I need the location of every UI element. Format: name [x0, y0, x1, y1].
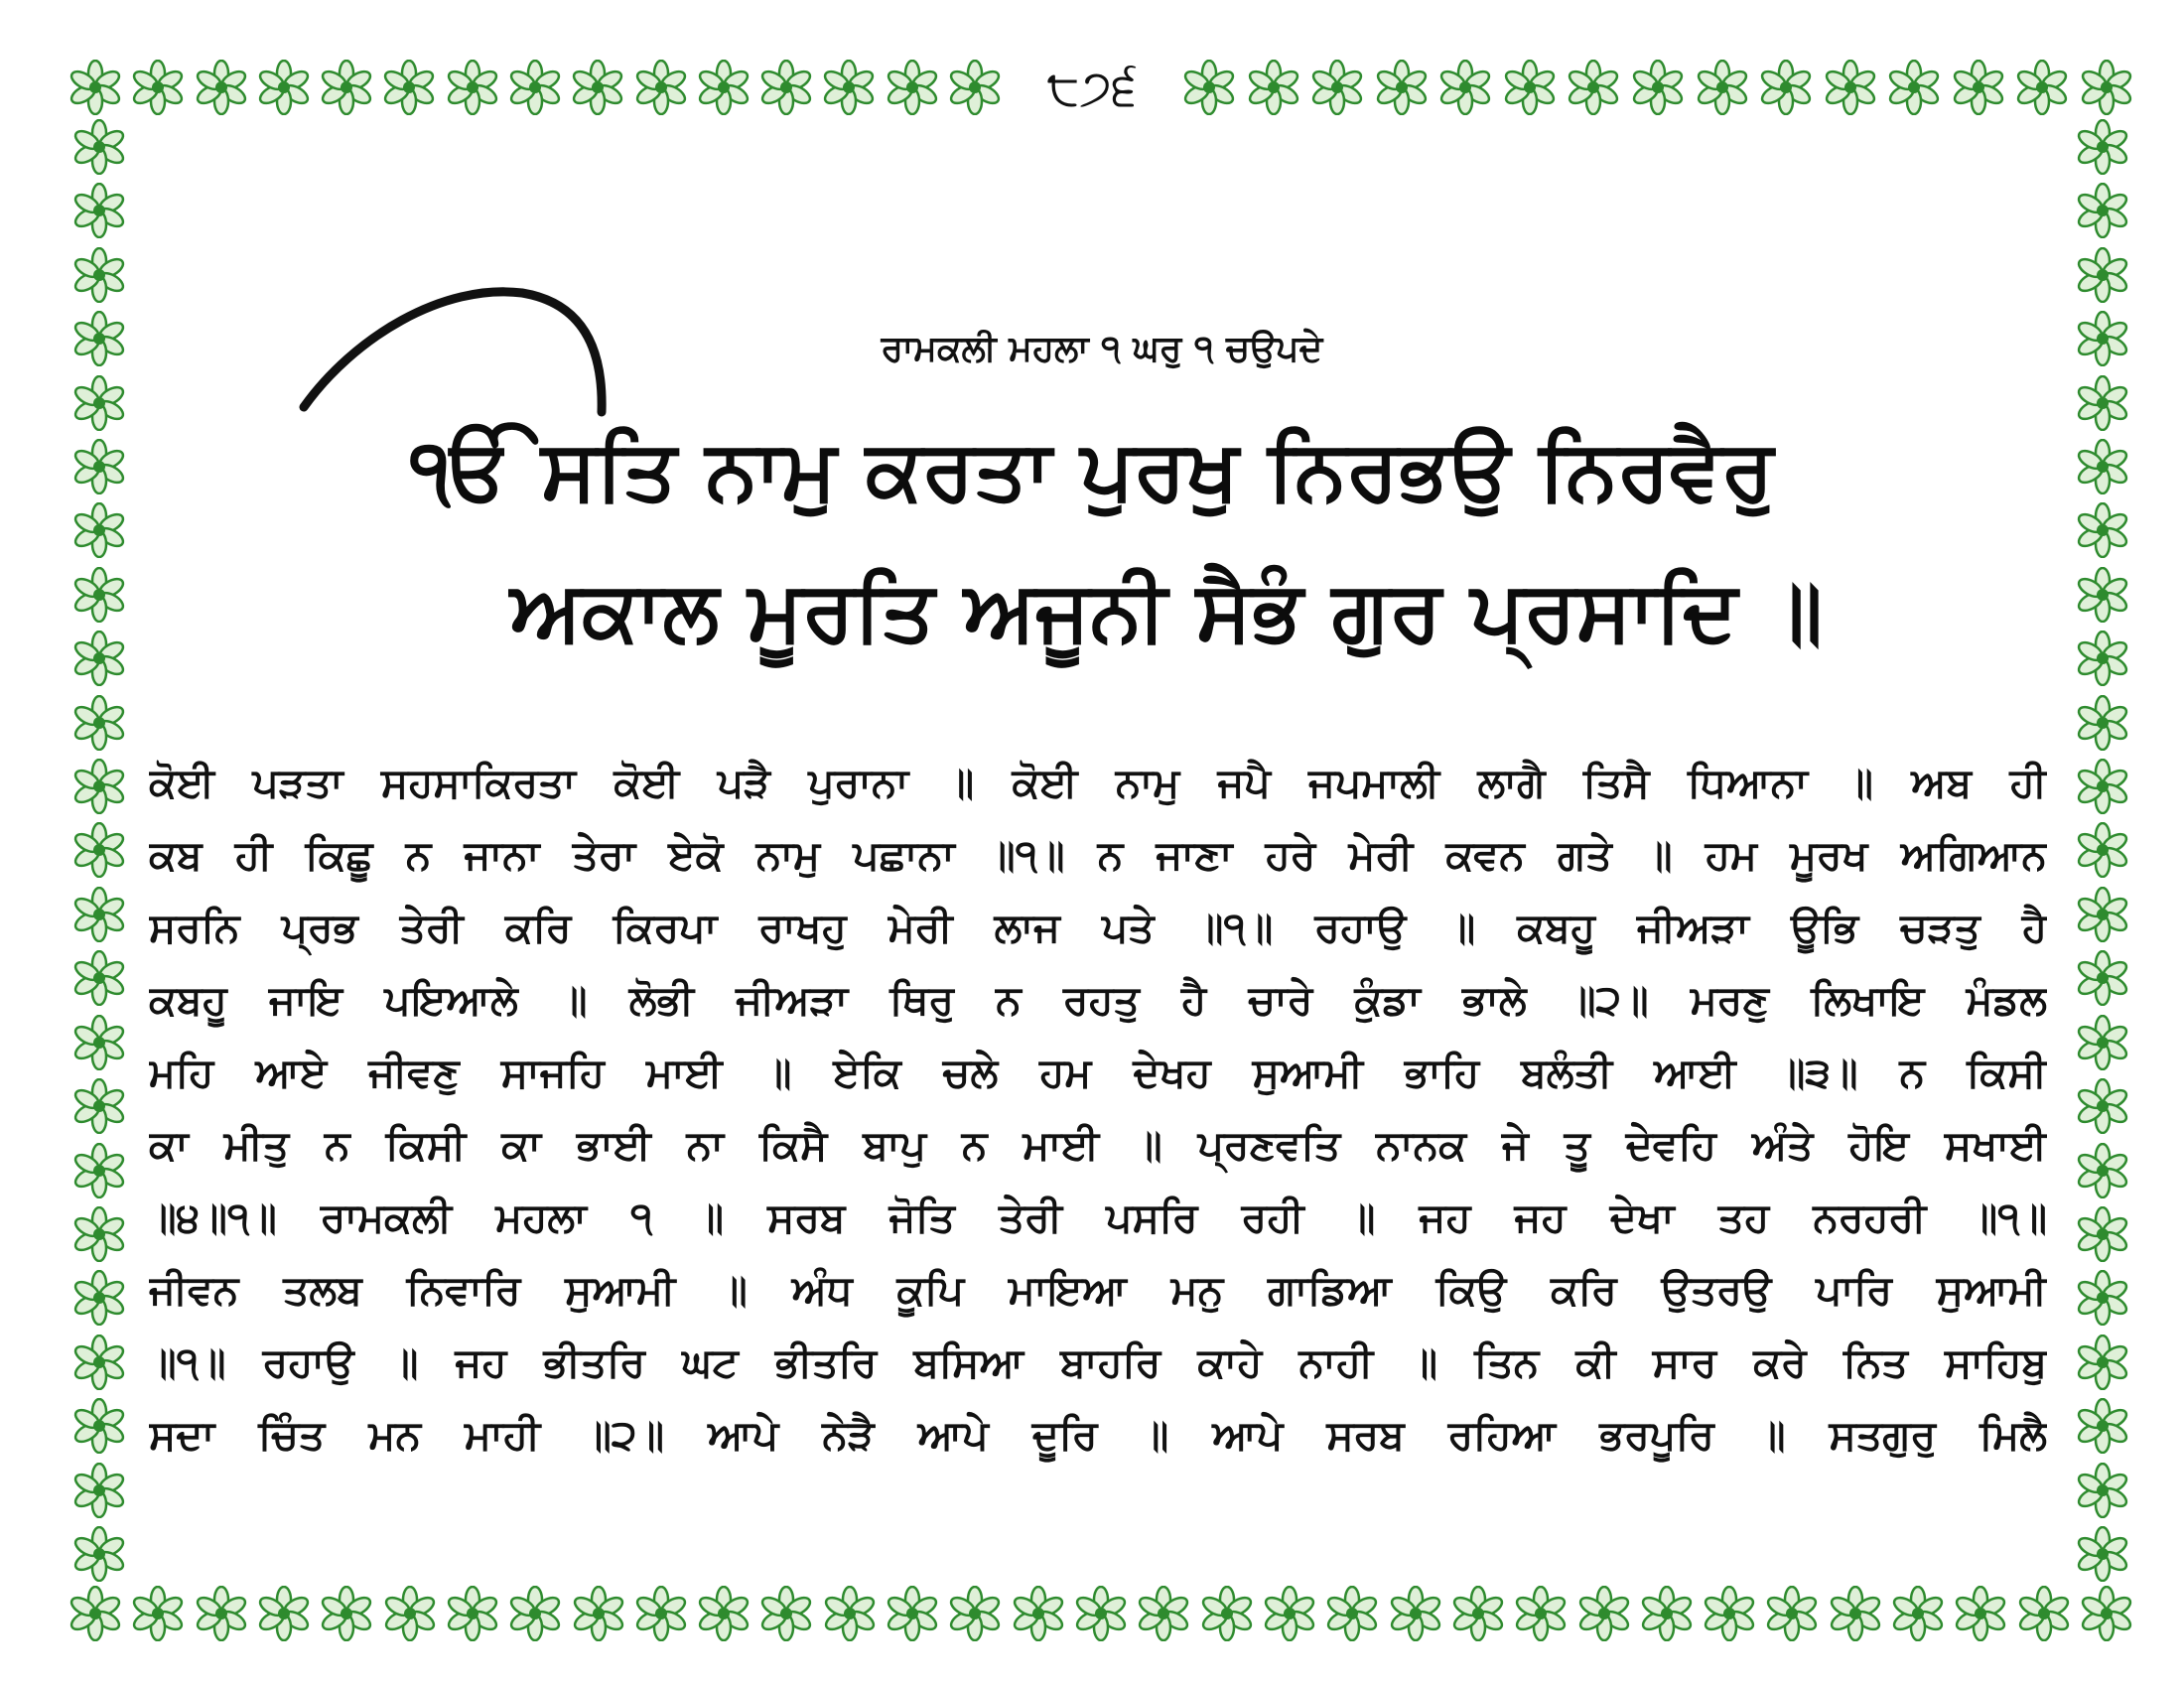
flower-icon: [71, 950, 127, 1006]
flower-icon: [1246, 60, 1301, 115]
flower-icon: [2075, 311, 2130, 366]
flower-icon: [2075, 1206, 2130, 1262]
flower-icon: [71, 1463, 127, 1518]
flower-icon: [2016, 1586, 2072, 1641]
flower-icon: [2075, 1463, 2130, 1518]
flower-icon: [256, 1586, 312, 1641]
flower-icon: [947, 60, 1003, 115]
flower-icon: [1639, 1586, 1695, 1641]
flower-icon: [1011, 1586, 1066, 1641]
flower-icon: [570, 60, 625, 115]
flower-icon: [71, 631, 127, 686]
flower-icon: [1262, 1586, 1317, 1641]
flower-icon: [71, 1270, 127, 1326]
flower-icon: [381, 60, 437, 115]
flower-icon: [1374, 60, 1430, 115]
flower-icon: [2075, 1143, 2130, 1198]
flower-icon: [2075, 1335, 2130, 1390]
flower-icon: [1437, 60, 1493, 115]
flower-icon: [1502, 60, 1558, 115]
flower-icon: [571, 1586, 626, 1641]
flower-icon: [2075, 439, 2130, 494]
flower-icon: [947, 1586, 1003, 1641]
flower-icon: [2075, 695, 2130, 751]
flower-icon: [445, 1586, 500, 1641]
verse-line: ॥੪॥੧॥ ਰਾਮਕਲੀ ਮਹਲਾ ੧ ॥ ਸਰਬ ਜੋਤਿ ਤੇਰੀ ਪਸਰਿ ਰਹੀ ॥ ਜਹ ਜਹ ਦੇਖਾ ਤਹ ਨਰਹਰੀ ॥੧॥: [149, 1194, 2047, 1241]
verse-line: ਜੀਵਨ ਤਲਬ ਨਿਵਾਰਿ ਸੁਆਮੀ ॥ ਅੰਧ ਕੂਪਿ ਮਾਇਆ ਮਨੁ ਗਾਡਿਆ ਕਿਉ ਕਰਿ ਉਤਰਉ ਪਾਰਿ ਸੁਆਮੀ: [149, 1266, 2047, 1314]
flower-icon: [130, 60, 186, 115]
raag-title: ਰਾਮਕਲੀ ਮਹਲਾ ੧ ਘਰੁ ੧ ਚਉਪਦੇ: [881, 329, 1323, 369]
flower-icon: [71, 375, 127, 431]
flower-icon: [71, 1398, 127, 1454]
flower-icon: [2079, 1586, 2134, 1641]
flower-icon: [2075, 183, 2130, 238]
flower-icon: [1951, 60, 2006, 115]
verse-line: ॥੧॥ ਰਹਾਉ ॥ ਜਹ ਭੀਤਰਿ ਘਟ ਭੀਤਰਿ ਬਸਿਆ ਬਾਹਰਿ ਕਾਹੇ ਨਾਹੀ ॥ ਤਿਨ ਕੀ ਸਾਰ ਕਰੇ ਨਿਤ ਸਾਹਿਬੁ: [149, 1338, 2047, 1386]
flower-icon: [71, 502, 127, 558]
flower-icon: [1828, 1586, 1883, 1641]
flower-icon: [71, 247, 127, 303]
flower-icon: [71, 567, 127, 623]
verse-line: ਸਦਾ ਚਿੰਤ ਮਨ ਮਾਹੀ ॥੨॥ ਆਪੇ ਨੇੜੈ ਆਪੇ ਦੂਰਿ ॥ ਆਪੇ ਸਰਬ ਰਹਿਆ ਭਰਪੂਰਿ ॥ ਸਤਗੁਰੁ ਮਿਲੈ: [149, 1411, 2047, 1459]
flower-icon: [696, 60, 751, 115]
flower-icon: [2075, 1078, 2130, 1134]
flower-icon: [71, 1526, 127, 1582]
flower-icon: [1566, 60, 1621, 115]
flower-icon: [2014, 60, 2070, 115]
flower-icon: [2075, 1398, 2130, 1454]
flower-icon: [2075, 759, 2130, 814]
flower-icon: [256, 60, 312, 115]
flower-icon: [1199, 1586, 1255, 1641]
flower-icon: [71, 439, 127, 494]
flower-icon: [1181, 60, 1237, 115]
verse-line: ਮਹਿ ਆਏ ਜੀਵਣੁ ਸਾਜਹਿ ਮਾਈ ॥ ਏਕਿ ਚਲੇ ਹਮ ਦੇਖਹ ਸੁਆਮੀ ਭਾਹਿ ਬਲੰਤੀ ਆਈ ॥੩॥ ਨ ਕਿਸੀ: [149, 1049, 2047, 1096]
flower-icon: [319, 60, 374, 115]
flower-icon: [2075, 1270, 2130, 1326]
flower-icon: [1953, 1586, 2008, 1641]
flower-icon: [1073, 1586, 1129, 1641]
flower-icon: [758, 1586, 814, 1641]
flower-icon: [1823, 60, 1878, 115]
flower-icon: [2079, 60, 2134, 115]
flower-icon: [2075, 375, 2130, 431]
flower-icon: [71, 1015, 127, 1070]
verse-line: ਕਬ ਹੀ ਕਿਛੂ ਨ ਜਾਨਾ ਤੇਰਾ ਏਕੋ ਨਾਮੁ ਪਛਾਨਾ ॥੧॥ ਨ ਜਾਣਾ ਹਰੇ ਮੇਰੀ ਕਵਨ ਗਤੇ ॥ ਹਮ ਮੂਰਖ ਅਗਿਆਨ: [149, 831, 2047, 879]
flower-icon: [319, 1586, 374, 1641]
flower-icon: [445, 60, 500, 115]
flower-icon: [2075, 247, 2130, 303]
flower-icon: [71, 1078, 127, 1134]
page-number: ੮੭੬: [1046, 59, 1138, 116]
flower-icon: [71, 1143, 127, 1198]
flower-icon: [633, 60, 689, 115]
verse-line: ਕਾ ਮੀਤੁ ਨ ਕਿਸੀ ਕਾ ਭਾਈ ਨਾ ਕਿਸੈ ਬਾਪੁ ਨ ਮਾਈ ॥ ਪ੍ਰਣਵਤਿ ਨਾਨਕ ਜੇ ਤੂ ਦੇਵਹਿ ਅੰਤੇ ਹੋਇ ਸਖਾਈ: [149, 1121, 2047, 1169]
flower-icon: [68, 1586, 123, 1641]
flower-icon: [2075, 1526, 2130, 1582]
verse-line: ਕਬਹੂ ਜਾਇ ਪਇਆਲੇ ॥ ਲੋਭੀ ਜੀਅੜਾ ਥਿਰੁ ਨ ਰਹਤੁ ਹੈ ਚਾਰੇ ਕੁੰਡਾ ਭਾਲੇ ॥੨॥ ਮਰਣੁ ਲਿਖਾਇ ਮੰਡਲ: [149, 976, 2047, 1024]
flower-icon: [71, 887, 127, 942]
flower-icon: [696, 1586, 751, 1641]
flower-icon: [71, 695, 127, 751]
flower-icon: [194, 60, 249, 115]
flower-icon: [2075, 1015, 2130, 1070]
border-left: [68, 119, 131, 1582]
flower-icon: [2075, 502, 2130, 558]
flower-icon: [1886, 60, 1942, 115]
flower-icon: [885, 60, 940, 115]
flower-icon: [71, 183, 127, 238]
flower-icon: [71, 311, 127, 366]
flower-icon: [885, 1586, 940, 1641]
flower-icon: [1630, 60, 1686, 115]
mool-mantar-line-1: ੴ ਸਤਿ ਨਾਮੁ ਕਰਤਾ ਪੁਰਖੁ ਨਿਰਭਉ ਨਿਰਵੈਰੁ: [410, 421, 1774, 518]
flower-icon: [1388, 1586, 1443, 1641]
flower-icon: [2075, 887, 2130, 942]
flower-icon: [2075, 631, 2130, 686]
flower-icon: [71, 119, 127, 175]
verse-body: [149, 747, 2047, 1472]
flower-icon: [130, 1586, 186, 1641]
flower-icon: [71, 822, 127, 878]
flower-icon: [382, 1586, 438, 1641]
flower-icon: [71, 1335, 127, 1390]
flower-icon: [1136, 1586, 1191, 1641]
ek-onkar-arc-icon: [294, 278, 621, 417]
flower-icon: [2075, 119, 2130, 175]
flower-icon: [1324, 1586, 1380, 1641]
border-right: [2071, 119, 2134, 1582]
flower-icon: [821, 60, 877, 115]
flower-icon: [507, 1586, 563, 1641]
flower-icon: [507, 60, 563, 115]
flower-icon: [71, 1206, 127, 1262]
flower-icon: [2075, 950, 2130, 1006]
flower-icon: [1513, 1586, 1569, 1641]
flower-icon: [1702, 1586, 1757, 1641]
flower-icon: [2075, 822, 2130, 878]
border-top-left: [68, 56, 1003, 119]
flower-icon: [1758, 60, 1814, 115]
flower-icon: [1695, 60, 1750, 115]
flower-icon: [1309, 60, 1365, 115]
flower-icon: [822, 1586, 878, 1641]
border-top-right: [1181, 56, 2134, 119]
flower-icon: [758, 60, 814, 115]
verse-line: ਸਰਨਿ ਪ੍ਰਭ ਤੇਰੀ ਕਰਿ ਕਿਰਪਾ ਰਾਖਹੁ ਮੇਰੀ ਲਾਜ ਪਤੇ ॥੧॥ ਰਹਾਉ ॥ ਕਬਹੂ ਜੀਅੜਾ ਊਭਿ ਚੜਤੁ ਹੈ: [149, 904, 2047, 951]
flower-icon: [2075, 567, 2130, 623]
flower-icon: [1576, 1586, 1632, 1641]
flower-icon: [68, 60, 123, 115]
flower-icon: [71, 759, 127, 814]
flower-icon: [1450, 1586, 1506, 1641]
flower-icon: [1890, 1586, 1946, 1641]
verse-line: ਕੋਈ ਪੜਤਾ ਸਹਸਾਕਿਰਤਾ ਕੋਈ ਪੜੈ ਪੁਰਾਨਾ ॥ ਕੋਈ ਨਾਮੁ ਜਪੈ ਜਪਮਾਲੀ ਲਾਗੈ ਤਿਸੈ ਧਿਆਨਾ ॥ ਅਬ ਹੀ: [149, 759, 2047, 806]
mool-mantar-line-2: ਅਕਾਲ ਮੂਰਤਿ ਅਜੂਨੀ ਸੈਭੰ ਗੁਰ ਪ੍ਰਸਾਦਿ ॥: [509, 562, 1824, 659]
border-bottom: [68, 1582, 2134, 1645]
flower-icon: [194, 1586, 249, 1641]
flower-icon: [633, 1586, 689, 1641]
flower-icon: [1764, 1586, 1820, 1641]
